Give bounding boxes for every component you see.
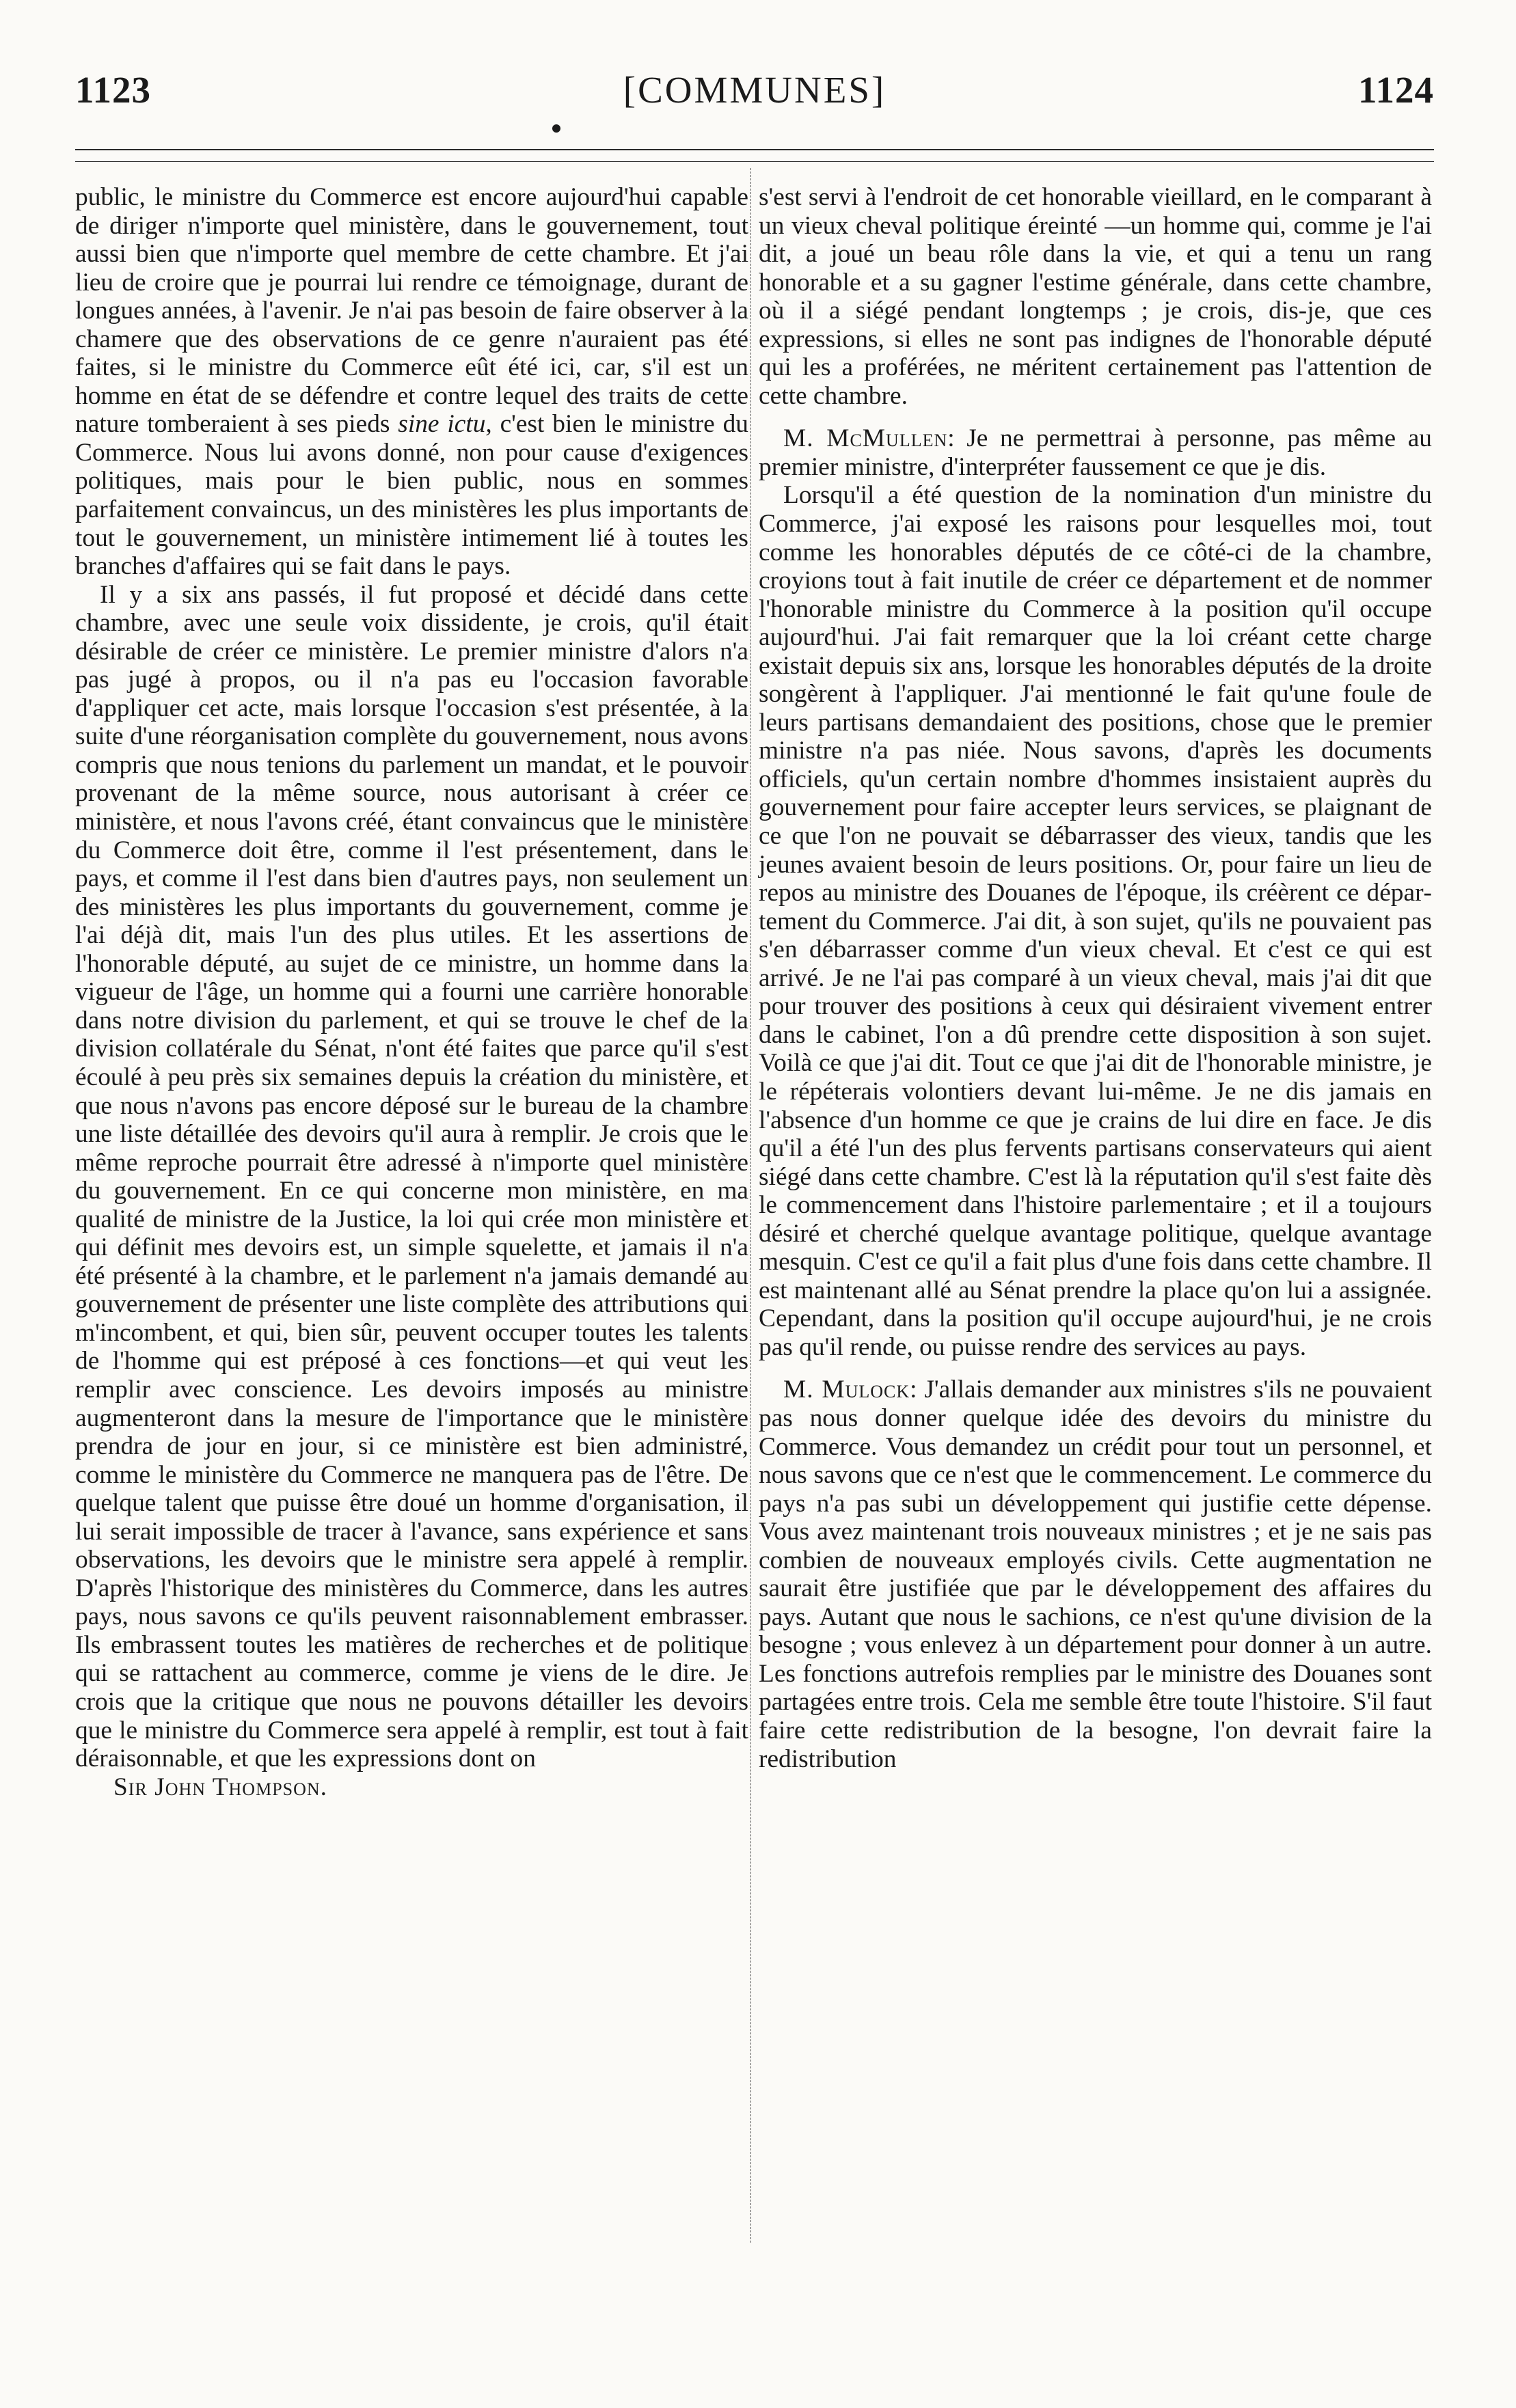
page-number-right: 1124	[1358, 69, 1434, 111]
paragraph: Lorsqu'il a été question de la nomination d'un ministre du Commerce, j'ai exposé les raisons pour lesquelles moi, tout comme les honorables députés de ce côté-ci de la chambre, croyions tout à fait inutile de créer ce département et de nommer l'honorable ministre du Commerce à la position qu'il occupe aujourd'hui. J'ai fait remarquer que la loi créant cette charge existait depuis six ans, lorsque les honorables députés de la droite songèrent à l'appliquer. J'ai mentionné le fait qu'une foule de leurs partisans demandaient des positions, chose que le premier ministre n'a pas niée. Nous savons, d'après les documents officiels, qu'un certain nombre d'hommes insistaient auprès du gouvernement pour faire accepter leurs services, se plaignant de ce que l'on ne pouvait se débarrasser des vieux, tandis que les jeunes avaient besoin de leurs positions. Or, pour faire un lieu de repos au ministre des Douanes de l'époque, ils créèrent ce département du Commerce. J'ai dit, à son sujet, qu'ils ne pouvaient pas s'en débarrasser comme d'un vieux cheval. Et c'est ce qui est arrivé. Je ne l'ai pas comparé à un vieux cheval, mais j'ai dit que pour trouver des positions à ceux qui désiraient vivement entrer dans le cabinet, l'on a dû prendre cette disposition à son sujet. Voilà ce que j'ai dit. Tout ce que j'ai dit de l'honorable ministre, je le répéterais volontiers devant lui-même. Je ne dis jamais en l'absence d'un homme ce que je crains de lui dire en face. Je dis qu'il a été l'un des plus fervents partisans conservateurs qui aient siégé dans cette chambre. C'est là la réputation qu'il s'est faite dès le commencement dans l'histoire parlementaire ; et il a toujours désiré et cherché quelque avantage politique, quelque avantage mesquin. C'est ce qu'il a fait plus d'une fois dans cette chambre. Il est maintenant allé au Sénat prendre la place qu'on lui a assignée. Cependant, dans la position qu'il occupe aujourd'hui, je ne crois pas qu'il rende, ou puisse rendre des services au pays.	[759, 481, 1432, 1361]
header-rule-top	[75, 149, 1434, 150]
paragraph-text: : Je ne permettrai à personne, pas même au premier ministre, d'interpréter faussement ce que je dis.	[759, 424, 1432, 481]
signature-name: Sir John Thompson.	[113, 1773, 328, 1801]
speaker-name: M. McMullen	[783, 424, 948, 453]
page-header	[75, 68, 1434, 130]
paragraph-text: c'est bien le ministre du Commerce. Nous lui avons donné, non pour cause d'exigences politiques, mais pour le bien public, nous en sommes parfaitement convaincus, un des ministères les plus importants de tout le gouvernement, un ministère intimement lié à toutes les branches d'affaires qui se fait dans le pays.	[75, 410, 748, 581]
paragraph	[75, 183, 748, 581]
paragraph: s'est servi à l'endroit de cet honorable vieillard, en le comparant à un vieux cheval politique éreinté —un homme qui, comme je l'ai dit, a joué un beau rôle dans la vie, et qui a tenu un rang honorable et a su gagner l'estime générale, dans cette chambre, où il a siégé pendant longtemps ; je crois, dis-je, que ces expressions, si elles ne sont pas indignes de l'honorable député qui les a proférées, ne méritent certainement pas l'attention de cette chambre.	[759, 183, 1432, 410]
latin-phrase: sine ictu,	[398, 410, 492, 439]
section-title: [COMMUNES]	[623, 69, 886, 111]
right-column	[759, 183, 1432, 1773]
header-rule-bottom	[75, 161, 1434, 162]
left-column	[75, 183, 748, 1801]
header-dot-ornament	[552, 124, 560, 133]
speech-paragraph	[759, 424, 1432, 481]
paragraph-text: : J'allais demander aux ministres s'ils ne pouvaient pas nous donner quelque idée des devoirs du ministre du Commerce. Vous demandez un crédit pour tout un personnel, et nous savons que ce n'est que le commencement. Le commerce du pays n'a pas subi un développement qui justifie cette dépense. Vous avez maintenant trois nouveaux ministres ; et je ne sais pas combien de nouveaux employés civils. Cette augmentation ne saurait être justifiée que par le développement des affaires du pays. Autant que nous le sachions, ce n'est qu'une division de la besogne ; vous enlevez à un département pour donner à un autre. Les fonctions autrefois remplies par le ministre des Douanes sont partagées entre trois. Cela me semble être toute l'histoire. S'il faut faire cette redistribution de la besogne, l'on devrait faire la redistribution	[759, 1376, 1432, 1773]
speech-paragraph	[759, 1376, 1432, 1773]
column-divider	[750, 168, 751, 2243]
speaker-name: M. Mulock	[783, 1376, 910, 1404]
page-number-left: 1123	[75, 69, 151, 111]
paragraph-text: public, le ministre du Commerce est encore aujourd'hui capable de diriger n'importe quel ministère, dans le gouvernement, tout aussi bien que n'importe quel membre de cette chambre. Et j'ai lieu de croire que je pourrai lui rendre ce témoignage, durant de longues années, à l'avenir. Je n'ai pas besoin de faire observer à la chamere que des observations de ce genre n'auraient pas été faites, si le ministre du Commerce eût été ici, car, s'il est un homme en état de se défendre et contre lequel des traits de cette nature tomberaient à ses pieds	[75, 183, 748, 439]
paragraph: Il y a six ans passés, il fut proposé et décidé dans cette chambre, avec une seule voix dissidente, je crois, qu'il était désirable de créer ce ministère. Le premier ministre d'alors n'a pas jugé à propos, ou il n'a pas eu l'occasion favorable d'appliquer cet acte, mais lorsque l'occasion s'est présentée, à la suite d'une réorganisation complète du gouvernement, nous avons compris que nous tenions du parlement un mandat, et le pouvoir provenant de la même source, nous autorisant à créer ce ministère, et nous l'avons créé, étant convaincus que le ministère du Commerce doit être, comme il l'est présentement, dans le pays, et comme il l'est dans bien d'autres pays, non seulement un des ministères les plus importants du gouvernement, comme je l'ai déjà dit, mais l'un des plus utiles. Et les assertions de l'honorable député, au sujet de ce ministre, un homme dans la vigueur de l'âge, un homme qui a fourni une carrière honorable dans notre division du parlement, et qui se trouve le chef de la division collatérale du Sénat, n'ont été faites que parce qu'il s'est écoulé à peu près six semaines depuis la création du ministère, et que nous n'avons pas encore déposé sur le bureau de la chambre une liste détaillée des devoirs qu'il aura à remplir. Je crois que le même reproche pourrait être adressé à n'importe quel ministère du gouvernement. En ce qui concerne mon ministère, en ma qualité de ministre de la Justice, la loi qui crée mon ministère et qui définit mes devoirs est, un simple squelette, et jamais il n'a été présenté à la chambre, et le parlement n'a jamais demandé au gouvernement de présenter une liste complète des attributions qui m'incombent, et qui, bien sûr, peuvent occuper toutes les talents de l'homme qui est préposé à ces fonctions—et qui veut les remplir avec conscience. Les devoirs imposés au ministre augmenteront dans la mesure de l'importance que le ministère prendra de jour en jour, si ce ministère est bien administré, comme le ministère du Commerce ne manquera pas de l'être. De quelque talent que puisse être doué un homme d'organisation, il lui serait impossible de tracer à l'avance, sans expérience et sans observations, les devoirs que le ministre sera appelé à remplir. D'après l'historique des ministères du Commerce, dans les autres pays, nous savons ce qu'ils peuvent raisonnablement embrasser. Ils embrassent toutes les matières de recherches et de politique qui se rattachent au commerce, comme je viens de le dire. Je crois que la critique que nous ne pouvons détailler les devoirs que le ministre du Commerce sera appelé à remplir, est tout à fait déraisonnable, et que les expressions dont on	[75, 580, 748, 1773]
speaker-signature	[75, 1773, 748, 1802]
